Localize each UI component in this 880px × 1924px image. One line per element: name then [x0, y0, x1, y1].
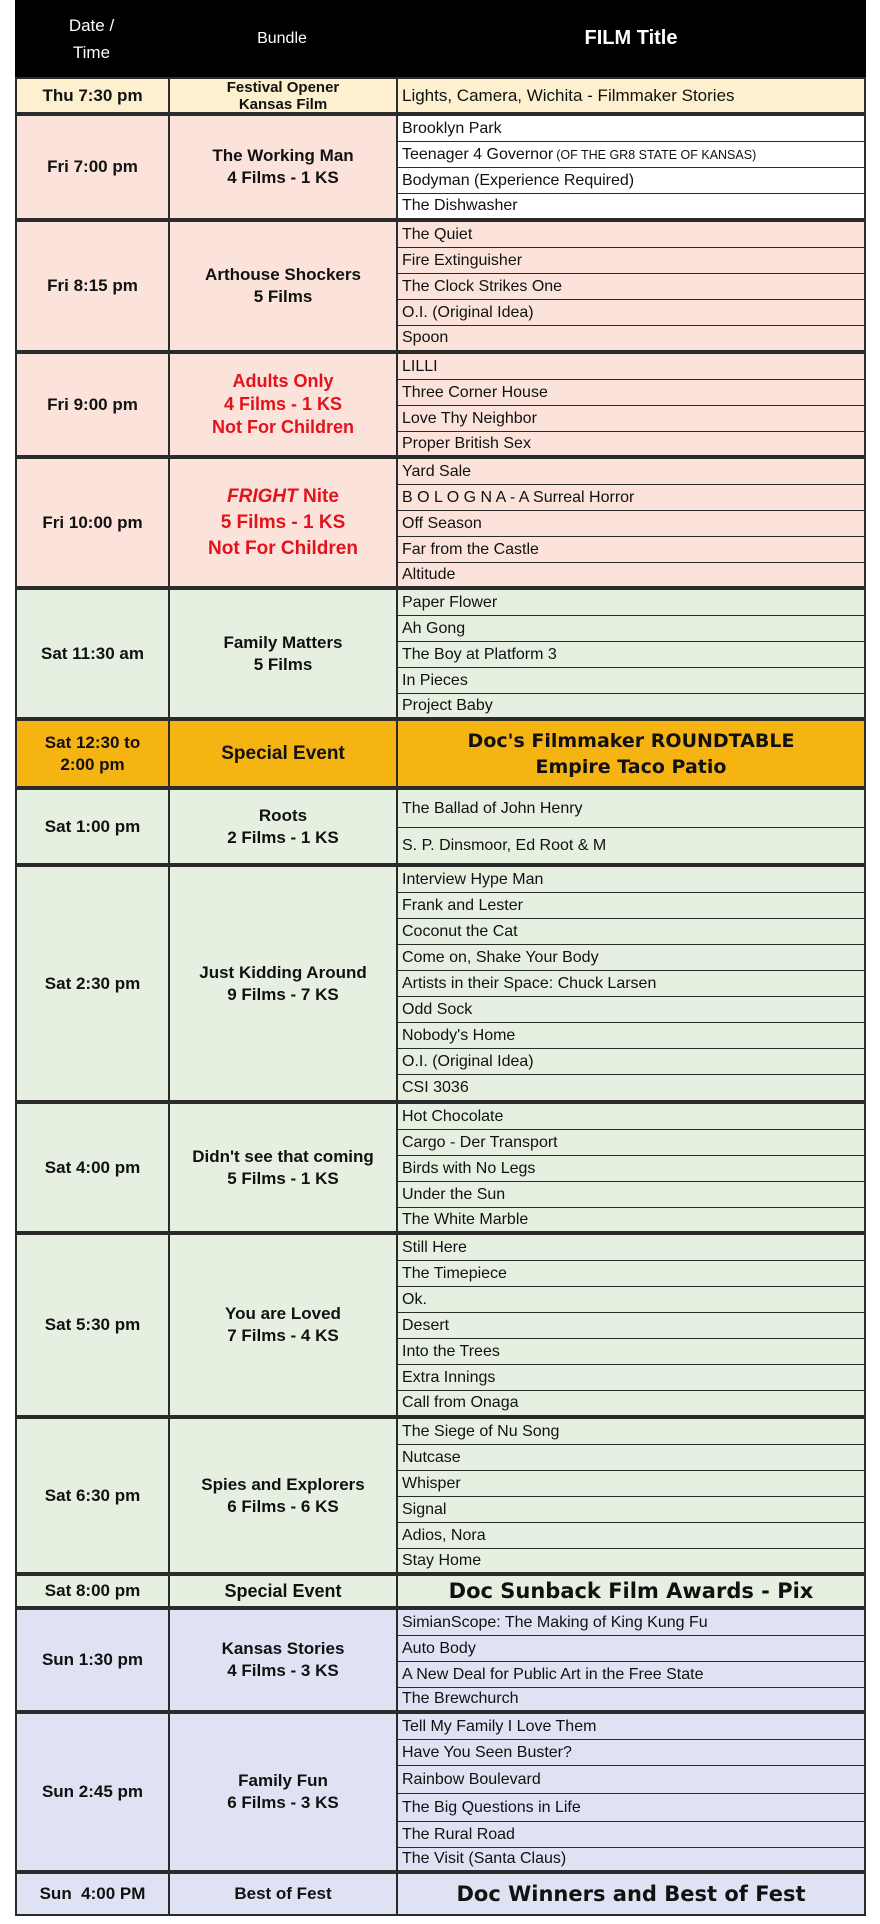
film-title: Coconut the Cat — [398, 919, 864, 945]
bundle-cell: FRIGHT Nite 5 Films - 1 KS Not For Children — [168, 457, 398, 588]
film-title: The White Marble — [402, 1210, 529, 1228]
film-title: The Siege of Nu Song — [398, 1419, 864, 1445]
film-title: Yard Sale — [398, 459, 864, 485]
film-list — [396, 1102, 866, 1233]
bundle-cell: The Working Man 4 Films - 1 KS — [168, 114, 398, 220]
film-list — [396, 114, 866, 220]
bundle-cell: Festival Opener Kansas Film — [168, 77, 398, 114]
film-list — [396, 788, 866, 865]
film-title: B O L O G N A - A Surreal Horror — [398, 485, 864, 511]
bundle-fright-word: FRIGHT — [227, 485, 298, 507]
film-list — [396, 352, 866, 457]
film-title: Frank and Lester — [398, 893, 864, 919]
film-title: Come on, Shake Your Body — [398, 945, 864, 971]
film-list — [396, 457, 866, 588]
special-event-title: Doc Winners and Best of Fest — [396, 1872, 866, 1916]
film-list — [396, 1712, 866, 1872]
bundle-cell: Didn't see that coming 5 Films - 1 KS — [168, 1102, 398, 1233]
film-title: CSI 3036 — [402, 1078, 469, 1096]
film-title: The Big Questions in Life — [398, 1794, 864, 1822]
film-title: The Dishwasher — [402, 197, 518, 214]
bundle-cell: Adults Only 4 Films - 1 KS Not For Children — [168, 352, 398, 457]
time-cell: Sat 12:30 to 2:00 pm — [15, 719, 170, 788]
time-cell: Sun 4:00 PM — [15, 1872, 170, 1916]
time-cell: Thu 7:30 pm — [15, 77, 170, 114]
film-title: Altitude — [402, 565, 456, 583]
film-title: Signal — [398, 1497, 864, 1523]
film-title: Three Corner House — [398, 380, 864, 406]
film-title: Brooklyn Park — [398, 116, 864, 142]
film-title: Spoon — [402, 329, 449, 346]
film-title: A New Deal for Public Art in the Free State — [398, 1662, 864, 1688]
special-event-title: Doc's Filmmaker ROUNDTABLE Empire Taco Patio — [396, 719, 866, 788]
bundle-cell: Best of Fest — [168, 1872, 398, 1916]
film-list — [396, 865, 866, 1102]
bundle-cell: Special Event — [168, 719, 398, 788]
time-cell: Fri 7:00 pm — [15, 114, 170, 220]
film-title: Artists in their Space: Chuck Larsen — [398, 971, 864, 997]
film-title: The Boy at Platform 3 — [398, 642, 864, 668]
film-title-note: (OF THE GR8 STATE OF KANSAS) — [556, 147, 757, 162]
film-title: LILLI — [398, 354, 864, 380]
time-cell: Fri 9:00 pm — [15, 352, 170, 457]
film-title: Lights, Camera, Wichita - Filmmaker Stories — [402, 85, 735, 105]
film-list — [396, 588, 866, 719]
film-title: The Visit (Santa Claus) — [402, 1850, 567, 1867]
bundle-cell: Roots 2 Films - 1 KS — [168, 788, 398, 865]
header-bundle: Bundle — [168, 0, 396, 77]
bundle-cell: Special Event — [168, 1574, 398, 1608]
film-title: The Timepiece — [398, 1261, 864, 1287]
bundle-cell: Just Kidding Around 9 Films - 7 KS — [168, 865, 398, 1102]
film-title: Love Thy Neighbor — [398, 406, 864, 432]
time-cell: Fri 8:15 pm — [15, 220, 170, 352]
film-title: Nobody's Home — [398, 1023, 864, 1049]
film-title: Under the Sun — [398, 1182, 864, 1208]
film-title: The Clock Strikes One — [398, 274, 864, 300]
film-title: Far from the Castle — [398, 537, 864, 563]
film-title: The Ballad of John Henry — [398, 790, 864, 828]
time-cell: Sat 8:00 pm — [15, 1574, 170, 1608]
film-list — [396, 1608, 866, 1712]
film-title: Still Here — [398, 1235, 864, 1261]
film-title: The Brewchurch — [402, 1690, 519, 1707]
bundle-cell: Spies and Explorers 6 Films - 6 KS — [168, 1417, 398, 1574]
time-cell: Fri 10:00 pm — [15, 457, 170, 588]
time-cell: Sun 2:45 pm — [15, 1712, 170, 1872]
film-title: Nutcase — [398, 1445, 864, 1471]
special-event-title: Doc Sunback Film Awards - Pix — [396, 1574, 866, 1608]
film-title: Into the Trees — [398, 1339, 864, 1365]
bundle-cell: Family Fun 6 Films - 3 KS — [168, 1712, 398, 1872]
bundle-cell: Kansas Stories 4 Films - 3 KS — [168, 1608, 398, 1712]
film-title: In Pieces — [398, 668, 864, 694]
time-cell: Sat 1:00 pm — [15, 788, 170, 865]
film-title: Teenager 4 Governor (OF THE GR8 STATE OF KANSAS) — [398, 142, 864, 168]
time-cell: Sat 5:30 pm — [15, 1233, 170, 1417]
time-cell: Sat 4:00 pm — [15, 1102, 170, 1233]
bundle-cell: Family Matters 5 Films — [168, 588, 398, 719]
film-list — [396, 220, 866, 352]
film-title: S. P. Dinsmoor, Ed Root & M — [402, 836, 607, 854]
bundle-cell: Arthouse Shockers 5 Films — [168, 220, 398, 352]
film-title: Desert — [398, 1313, 864, 1339]
bundle-cell: You are Loved 7 Films - 4 KS — [168, 1233, 398, 1417]
header-film-title: FILM Title — [396, 0, 866, 77]
film-list — [396, 1417, 866, 1574]
film-title: Birds with No Legs — [398, 1156, 864, 1182]
film-title: Cargo - Der Transport — [398, 1130, 864, 1156]
film-title: Ah Gong — [398, 616, 864, 642]
header-date-time: Date / Time — [15, 0, 168, 77]
film-title: Call from Onaga — [402, 1394, 519, 1411]
film-title: O.I. (Original Idea) — [398, 1049, 864, 1075]
film-title: Rainbow Boulevard — [398, 1766, 864, 1794]
film-title: Extra Innings — [398, 1365, 864, 1391]
film-title: O.I. (Original Idea) — [398, 300, 864, 326]
film-list — [396, 77, 866, 114]
film-title: Project Baby — [402, 696, 493, 714]
film-title: Stay Home — [402, 1551, 482, 1569]
time-cell: Sat 6:30 pm — [15, 1417, 170, 1574]
film-title: SimianScope: The Making of King Kung Fu — [398, 1610, 864, 1636]
film-list — [396, 1233, 866, 1417]
time-cell: Sat 11:30 am — [15, 588, 170, 719]
film-title: Proper British Sex — [402, 434, 531, 452]
film-title: Paper Flower — [398, 590, 864, 616]
film-title: Odd Sock — [398, 997, 864, 1023]
film-title: Hot Chocolate — [398, 1104, 864, 1130]
time-cell: Sat 2:30 pm — [15, 865, 170, 1102]
film-title: Have You Seen Buster? — [398, 1740, 864, 1766]
film-title: Whisper — [398, 1471, 864, 1497]
time-cell: Sun 1:30 pm — [15, 1608, 170, 1712]
film-title: Fire Extinguisher — [398, 248, 864, 274]
film-title: Tell My Family I Love Them — [398, 1714, 864, 1740]
film-title: Off Season — [398, 511, 864, 537]
film-title: Adios, Nora — [398, 1523, 864, 1549]
film-title: The Rural Road — [398, 1822, 864, 1848]
film-title: Auto Body — [398, 1636, 864, 1662]
film-title: The Quiet — [398, 222, 864, 248]
film-title: Ok. — [398, 1287, 864, 1313]
film-title: Interview Hype Man — [398, 867, 864, 893]
film-title: Bodyman (Experience Required) — [398, 168, 864, 194]
